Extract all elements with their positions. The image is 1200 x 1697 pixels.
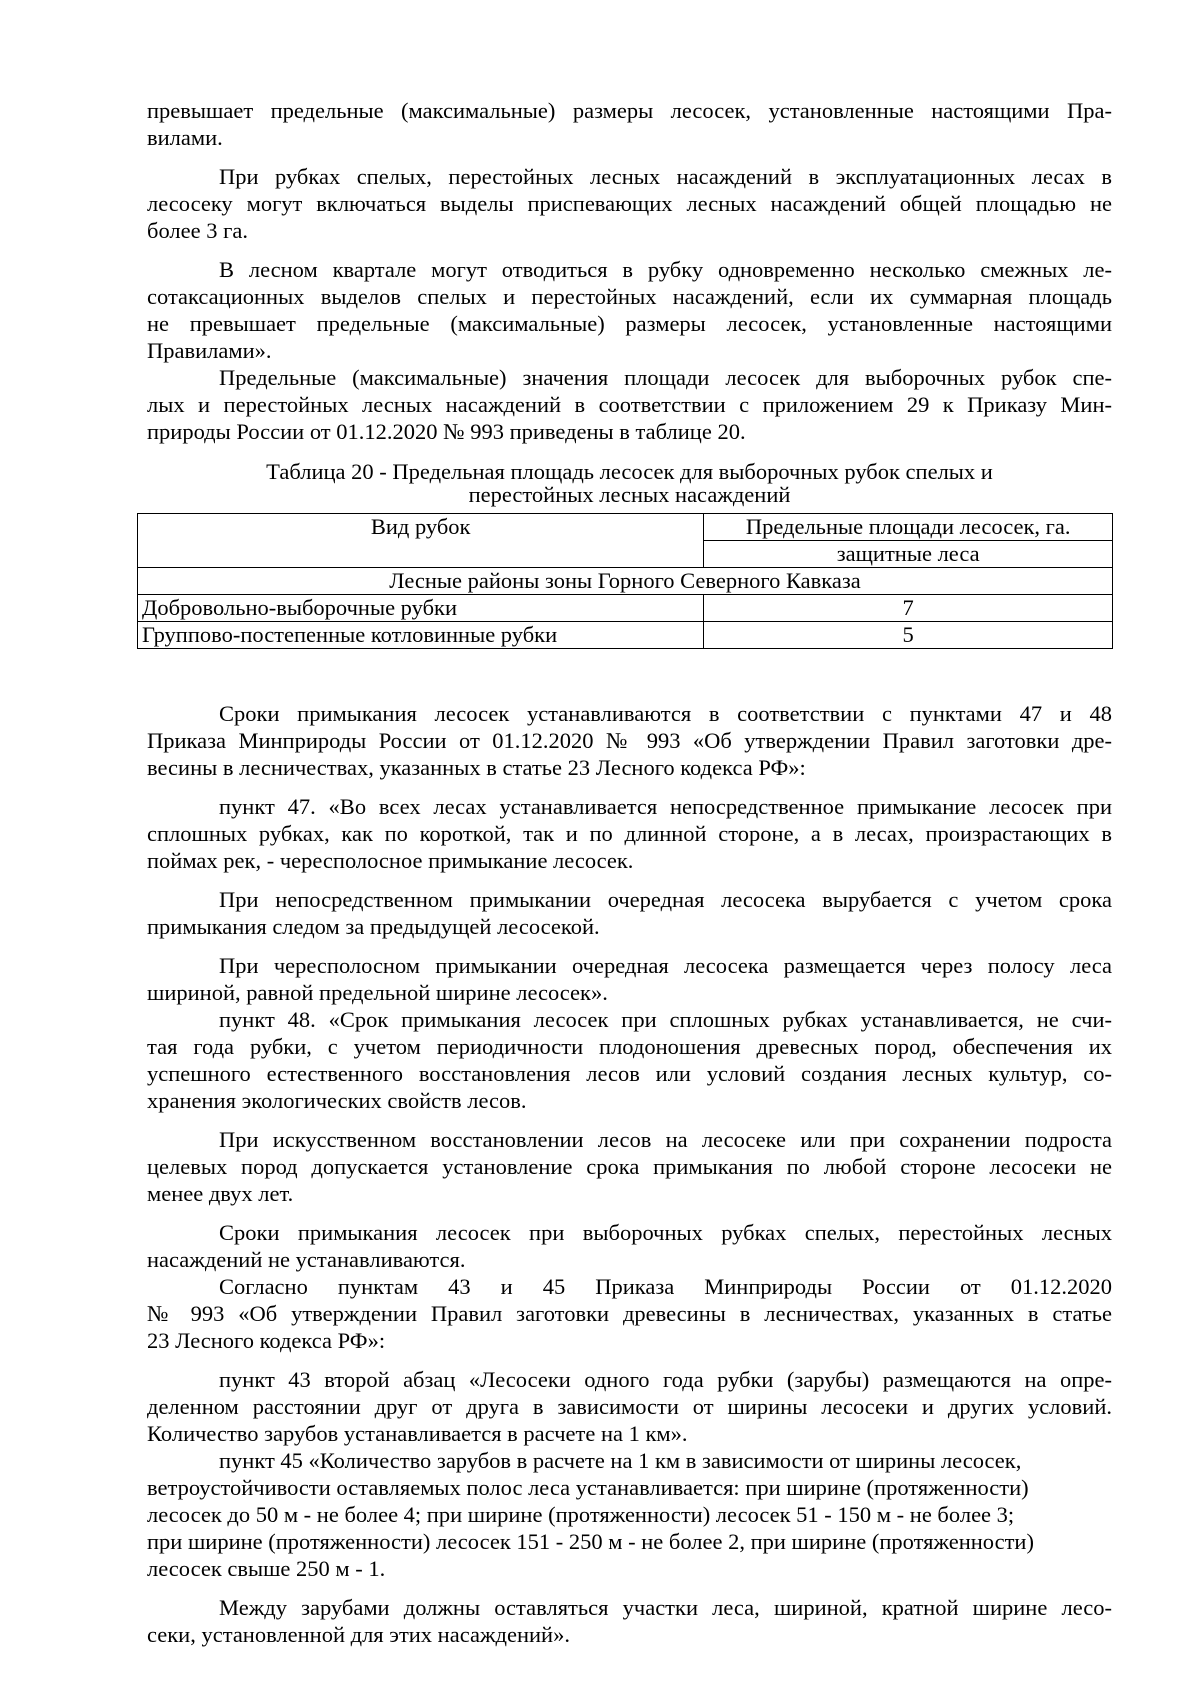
text-line: тая года рубки, с учетом периодичности плодоношения древесных пород, обеспечения их bbox=[147, 1034, 1112, 1059]
text-line: менее двух лет. bbox=[147, 1181, 294, 1206]
text-line: лесосек до 50 м - не более 4; при ширине (протяженности) лесосек 51 - 150 м - не более 3; bbox=[147, 1502, 1015, 1527]
text-line: ветроустойчивости оставляемых полос леса устанавливается: при ширине (протяженности) bbox=[147, 1475, 1029, 1500]
text-line: Количество зарубов устанавливается в расчете на 1 км». bbox=[147, 1421, 688, 1446]
text-line: Предельные (максимальные) значения площади лесосек для выборочных рубок спе- bbox=[219, 365, 1112, 390]
text-line: При искусственном восстановлении лесов на лесосеке или при сохранении подроста bbox=[219, 1127, 1112, 1152]
header-cell-type: Вид рубок bbox=[138, 514, 704, 568]
text-line: При непосредственном примыкании очередная лесосека вырубается с учетом срока bbox=[219, 887, 1112, 912]
text-line: примыкания следом за предыдущей лесосекой. bbox=[147, 914, 600, 939]
text-line: не превышает предельные (максимальные) размеры лесосек, установленные настоящими bbox=[147, 311, 1112, 336]
caption-line: перестойных лесных насаждений bbox=[468, 482, 791, 507]
text-line: Сроки примыкания лесосек при выборочных рубках спелых, перестойных лесных bbox=[219, 1220, 1112, 1245]
caption-line: Таблица 20 - Предельная площадь лесосек для выборочных рубок спелых и bbox=[266, 459, 993, 484]
section-row: Лесные районы зоны Горного Северного Кавказа bbox=[138, 568, 1113, 595]
row-name: Добровольно-выборочные рубки bbox=[138, 595, 704, 622]
row-value: 7 bbox=[704, 595, 1113, 622]
text-line: Сроки примыкания лесосек устанавливаются в соответствии с пунктами 47 и 48 bbox=[219, 701, 1112, 726]
text-line: вилами. bbox=[147, 125, 223, 150]
text-line: хранения экологических свойств лесов. bbox=[147, 1088, 527, 1113]
text-line: В лесном квартале могут отводиться в рубку одновременно несколько смежных ле- bbox=[219, 257, 1112, 282]
text-line: при ширине (протяженности) лесосек 151 - 250 м - не более 2, при ширине (протяженности) bbox=[147, 1529, 1034, 1554]
text-block-top bbox=[147, 97, 1112, 445]
text-line: лесосек свыше 250 м - 1. bbox=[147, 1556, 386, 1581]
text-line: природы России от 01.12.2020 № 993 приведены в таблице 20. bbox=[147, 419, 746, 444]
row-value: 5 bbox=[704, 622, 1113, 649]
text-line: № 993 «Об утверждении Правил заготовки древесины в лесничествах, указанных в статье bbox=[147, 1301, 1112, 1326]
text-line: лых и перестойных лесных насаждений в соответствии с приложением 29 к Приказу Мин- bbox=[147, 392, 1112, 417]
text-line: сплошных рубках, как по короткой, так и по длинной стороне, а в лесах, произрастающих в bbox=[147, 821, 1112, 846]
table-row bbox=[138, 622, 1113, 649]
subheader-cell-protective: защитные леса bbox=[704, 541, 1113, 568]
text-line: При чересполосном примыкании очередная лесосека размещается через полосу леса bbox=[219, 953, 1112, 978]
text-line: пункт 47. «Во всех лесах устанавливается непосредственное примыкание лесосек при bbox=[219, 794, 1112, 819]
data-table bbox=[137, 513, 1113, 649]
row-name: Группово-постепенные котловинные рубки bbox=[138, 622, 704, 649]
text-line: секи, установленной для этих насаждений». bbox=[147, 1622, 570, 1647]
text-line: весины в лесничествах, указанных в статье 23 Лесного кодекса РФ»: bbox=[147, 755, 806, 780]
text-line: При рубках спелых, перестойных лесных насаждений в эксплуатационных лесах в bbox=[219, 164, 1112, 189]
text-line: пункт 48. «Срок примыкания лесосек при сплошных рубках устанавливается, не счи- bbox=[219, 1007, 1112, 1032]
text-line: превышает предельные (максимальные) размеры лесосек, установленные настоящими Пра- bbox=[147, 98, 1112, 123]
text-line: пункт 45 «Количество зарубов в расчете на 1 км в зависимости от ширины лесосек, bbox=[219, 1448, 1022, 1473]
table-caption bbox=[147, 458, 1112, 508]
text-line: сотаксационных выделов спелых и перестойных насаждений, если их суммарная площадь bbox=[147, 284, 1112, 309]
text-line: насаждений не устанавливаются. bbox=[147, 1247, 466, 1272]
table-row bbox=[138, 595, 1113, 622]
text-line: Между зарубами должны оставляться участки леса, шириной, кратной ширине лесо- bbox=[219, 1595, 1112, 1620]
text-line: более 3 га. bbox=[147, 218, 248, 243]
text-line: Согласно пунктам 43 и 45 Приказа Минприроды России от 01.12.2020 bbox=[219, 1274, 1112, 1299]
text-line: успешного естественного восстановления лесов или условий создания лесных культур, со- bbox=[147, 1061, 1112, 1086]
text-line: шириной, равной предельной ширине лесосек». bbox=[147, 980, 608, 1005]
text-line: деленном расстоянии друг от друга в зависимости от ширины лесосеки и других условий. bbox=[147, 1394, 1112, 1419]
text-line: Приказа Минприроды России от 01.12.2020 № 993 «Об утверждении Правил заготовки дре- bbox=[147, 728, 1112, 753]
text-line: 23 Лесного кодекса РФ»: bbox=[147, 1328, 386, 1353]
text-line: Правилами». bbox=[147, 338, 272, 363]
header-cell-area: Предельные площади лесосек, га. bbox=[704, 514, 1113, 541]
text-line: пункт 43 второй абзац «Лесосеки одного года рубки (зарубы) размещаются на опре- bbox=[219, 1367, 1112, 1392]
text-line: целевых пород допускается установление срока примыкания по любой стороне лесосеки не bbox=[147, 1154, 1112, 1179]
text-line: лесосеку могут включаться выделы приспевающих лесных насаждений общей площадью не bbox=[147, 191, 1112, 216]
text-block-bottom bbox=[147, 700, 1112, 1648]
text-line: поймах рек, - чересполосное примыкание лесосек. bbox=[147, 848, 634, 873]
